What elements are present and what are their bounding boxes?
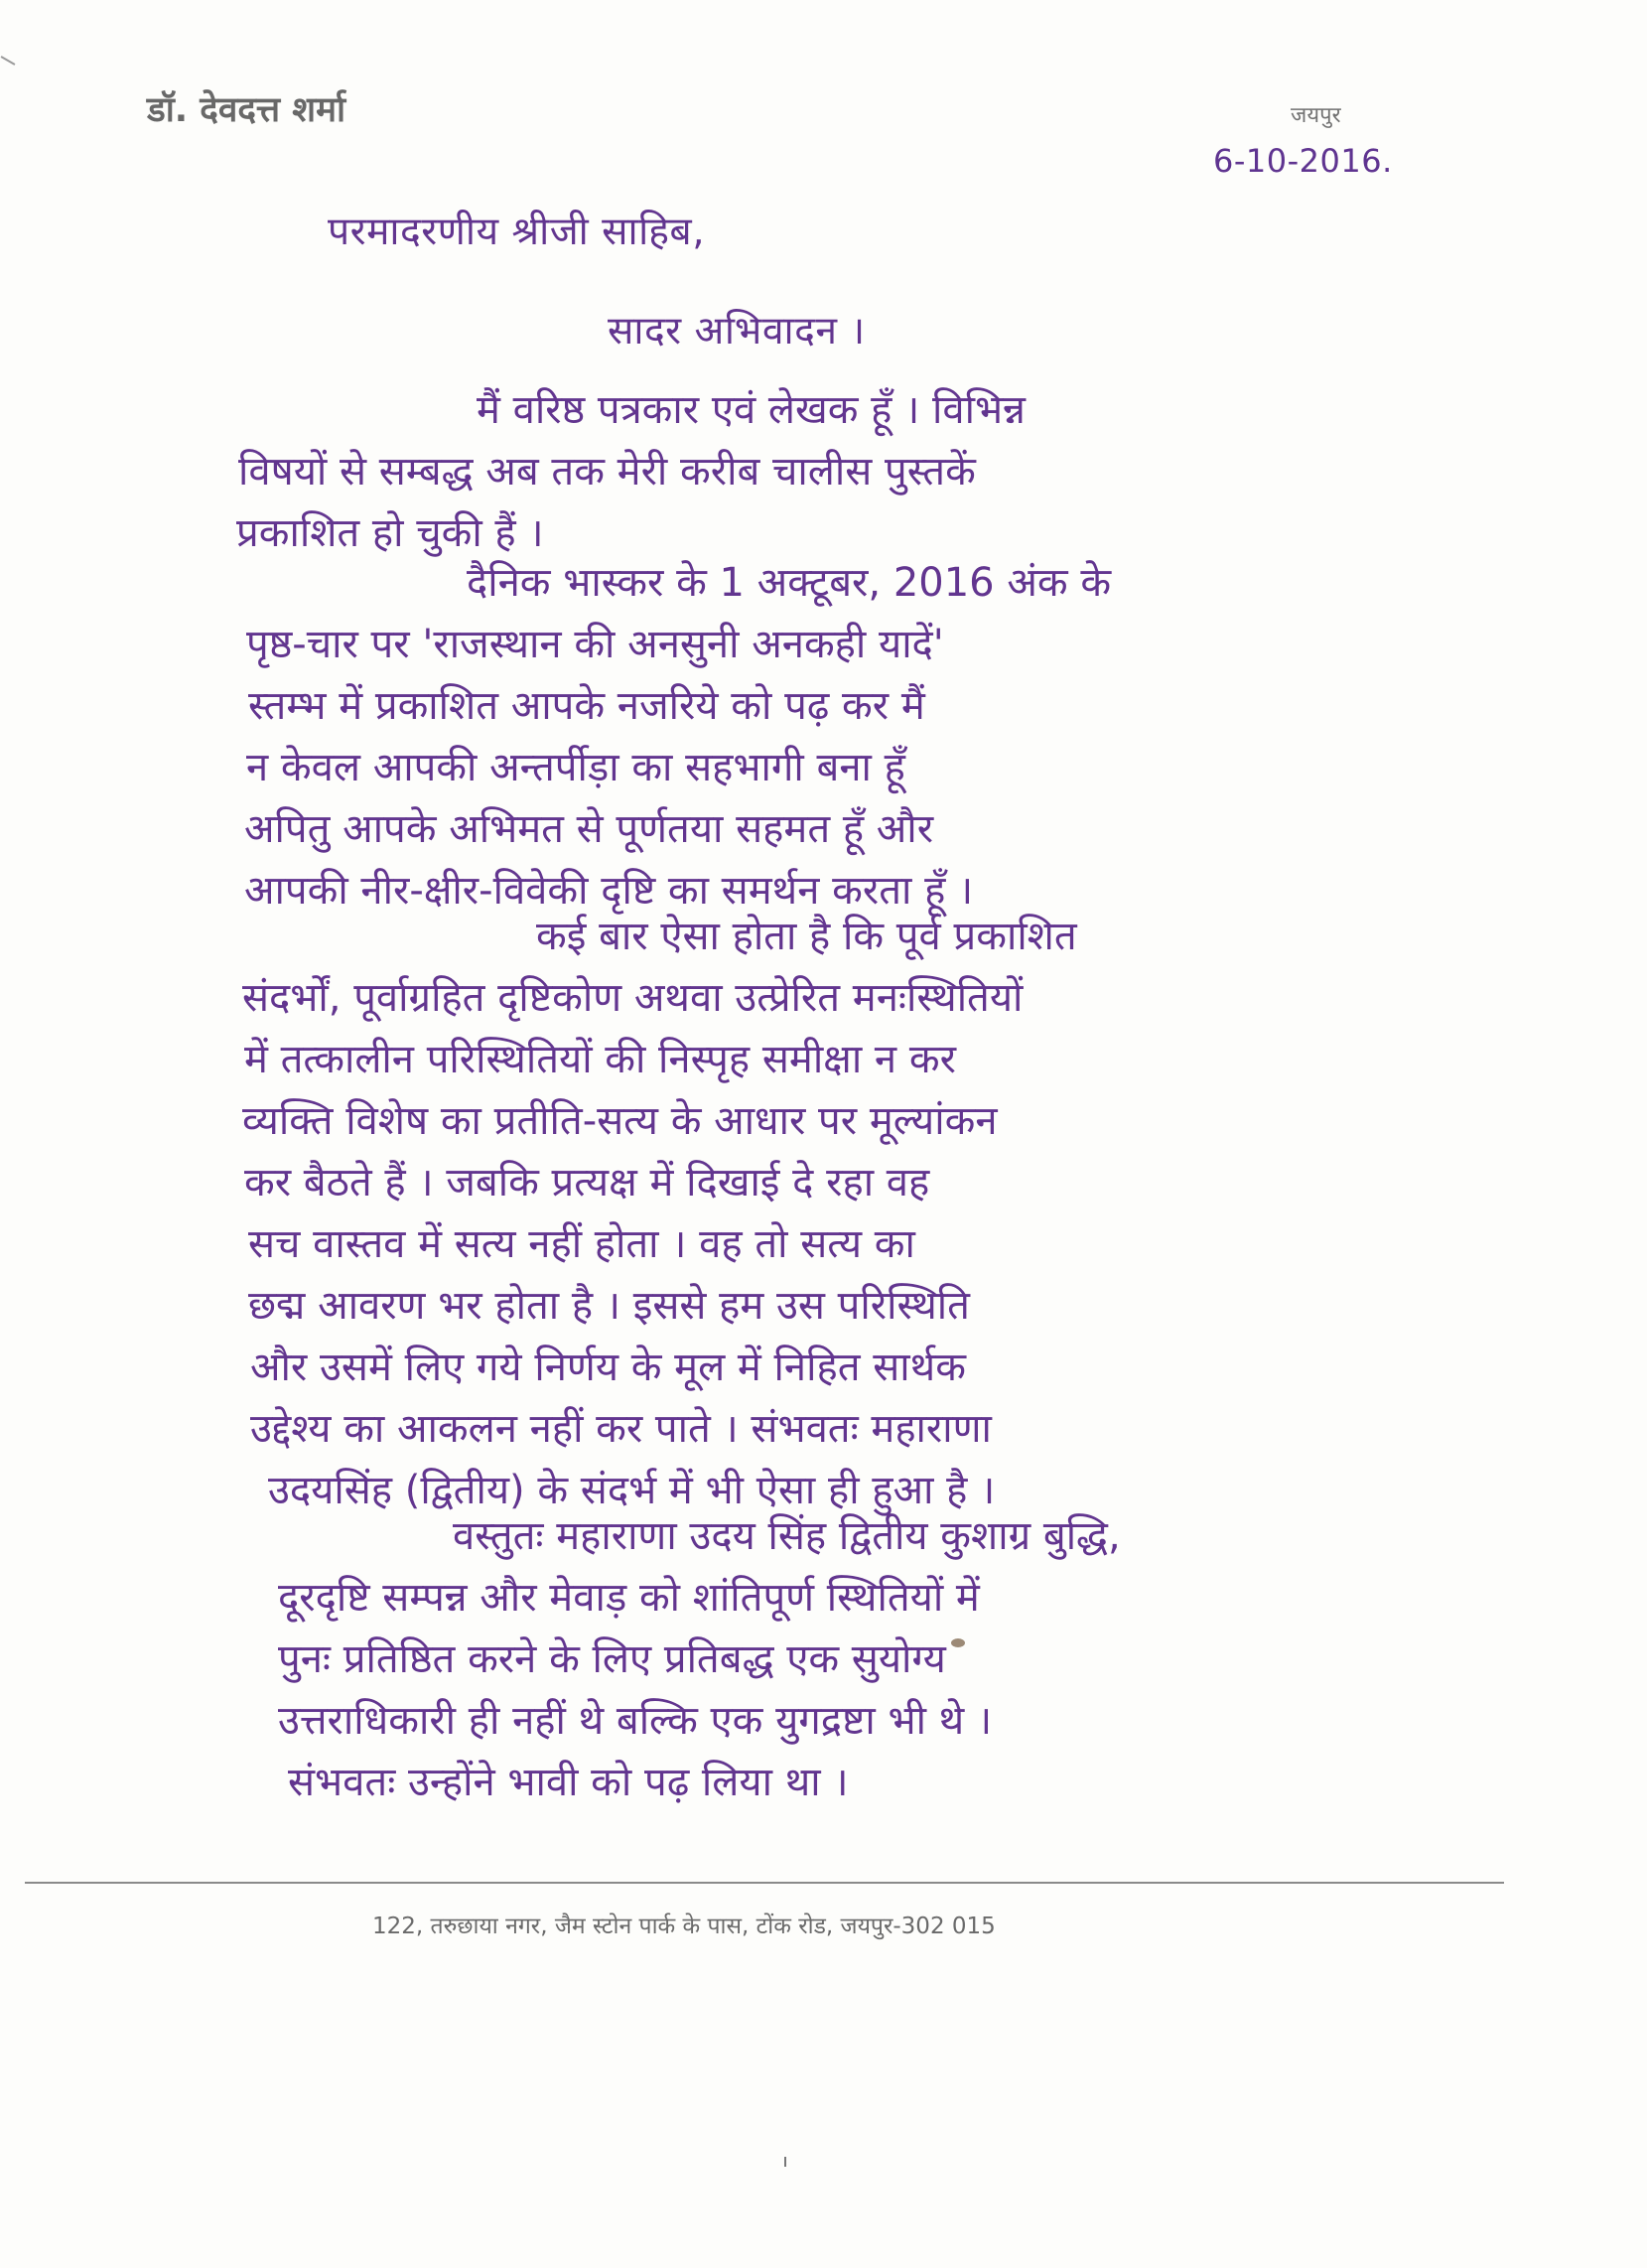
ink-blot <box>951 1638 965 1647</box>
greeting: सादर अभिवादन । <box>608 309 866 354</box>
paragraph-3 <box>238 906 1459 1521</box>
paragraph-2 <box>238 552 1459 921</box>
corner-mark <box>1 56 16 66</box>
paragraph-line: उद्देश्य का आकलन नहीं कर पाते । संभवतः महाराणा <box>250 1406 992 1452</box>
paragraph-line: दूरदृष्टि सम्पन्न और मेवाड़ को शांतिपूर्ण स्थितियों में <box>278 1575 980 1621</box>
paragraph-line: उदयसिंह (द्वितीय) के संदर्भ में भी ऐसा ही हुआ है । <box>268 1468 996 1513</box>
footer-address: 122, तरुछाया नगर, जैम स्टोन पार्क के पास, टोंक रोड, जयपुर-302 015 <box>372 1914 996 1939</box>
paragraph-line: दैनिक भास्कर के 1 अक्टूबर, 2016 अंक के <box>467 560 1112 606</box>
paragraph-line: स्तम्भ में प्रकाशित आपके नजरिये को पढ़ कर मैं <box>248 683 925 729</box>
salutation: परमादरणीय श्रीजी साहिब, <box>328 210 706 254</box>
paragraph-line: उत्तराधिकारी ही नहीं थे बल्कि एक युगद्रष्टा भी थे । <box>278 1698 993 1744</box>
paragraph-line: में तत्कालीन परिस्थितियों की निस्पृह समीक्षा न कर <box>244 1037 956 1082</box>
paragraph-line: और उसमें लिए गये निर्णय के मूल में निहित सार्थक <box>250 1345 966 1390</box>
paragraph-line: सच वास्तव में सत्य नहीं होता । वह तो सत्य का <box>248 1221 915 1267</box>
paragraph-4 <box>238 1505 1459 1813</box>
letterhead-city: जयपुर <box>1291 103 1341 128</box>
letter-date: 6-10-2016. <box>1213 142 1393 180</box>
footer-divider <box>25 1882 1504 1884</box>
paragraph-line: न केवल आपकी अन्तर्पीड़ा का सहभागी बना हूँ <box>246 745 905 790</box>
paragraph-line: आपकी नीर-क्षीर-विवेकी दृष्टि का समर्थन करता हूँ । <box>244 868 974 914</box>
paragraph-line: संभवतः उन्होंने भावी को पढ़ लिया था । <box>288 1760 849 1805</box>
paragraph-line: कई बार ऐसा होता है कि पूर्व प्रकाशित <box>536 914 1077 959</box>
paragraph-line: वस्तुतः महाराणा उदय सिंह द्वितीय कुशाग्र बुद्धि, <box>453 1513 1121 1559</box>
letterhead-name: डॉ. देवदत्त शर्मा <box>147 90 346 130</box>
paragraph-line: छद्म आवरण भर होता है । इससे हम उस परिस्थिति <box>248 1283 970 1329</box>
paragraph-line: प्रकाशित हो चुकी हैं । <box>236 510 544 556</box>
paragraph-line: कर बैठते हैं । जबकि प्रत्यक्ष में दिखाई दे रहा वह <box>244 1160 930 1205</box>
paragraph-line: व्यक्ति विशेष का प्रतीति-सत्य के आधार पर मूल्यांकन <box>242 1098 998 1144</box>
page-mark <box>784 2157 786 2167</box>
paragraph-line: अपितु आपके अभिमत से पूर्णतया सहमत हूँ और <box>244 806 934 852</box>
paragraph-line: विषयों से सम्बद्ध अब तक मेरी करीब चालीस पुस्तकें <box>238 449 976 495</box>
paragraph-line: पुनः प्रतिष्ठित करने के लिए प्रतिबद्ध एक सुयोग्य <box>278 1636 946 1682</box>
paragraph-line: पृष्ठ-चार पर 'राजस्थान की अनसुनी अनकही यादें' <box>246 622 944 667</box>
paragraph-line: मैं वरिष्ठ पत्रकार एवं लेखक हूँ । विभिन्न <box>477 387 1026 433</box>
paragraph-line: संदर्भों, पूर्वाग्रहित दृष्टिकोण अथवा उत्प्रेरित मनःस्थितियों <box>242 975 1024 1021</box>
paragraph-1 <box>238 379 1459 564</box>
